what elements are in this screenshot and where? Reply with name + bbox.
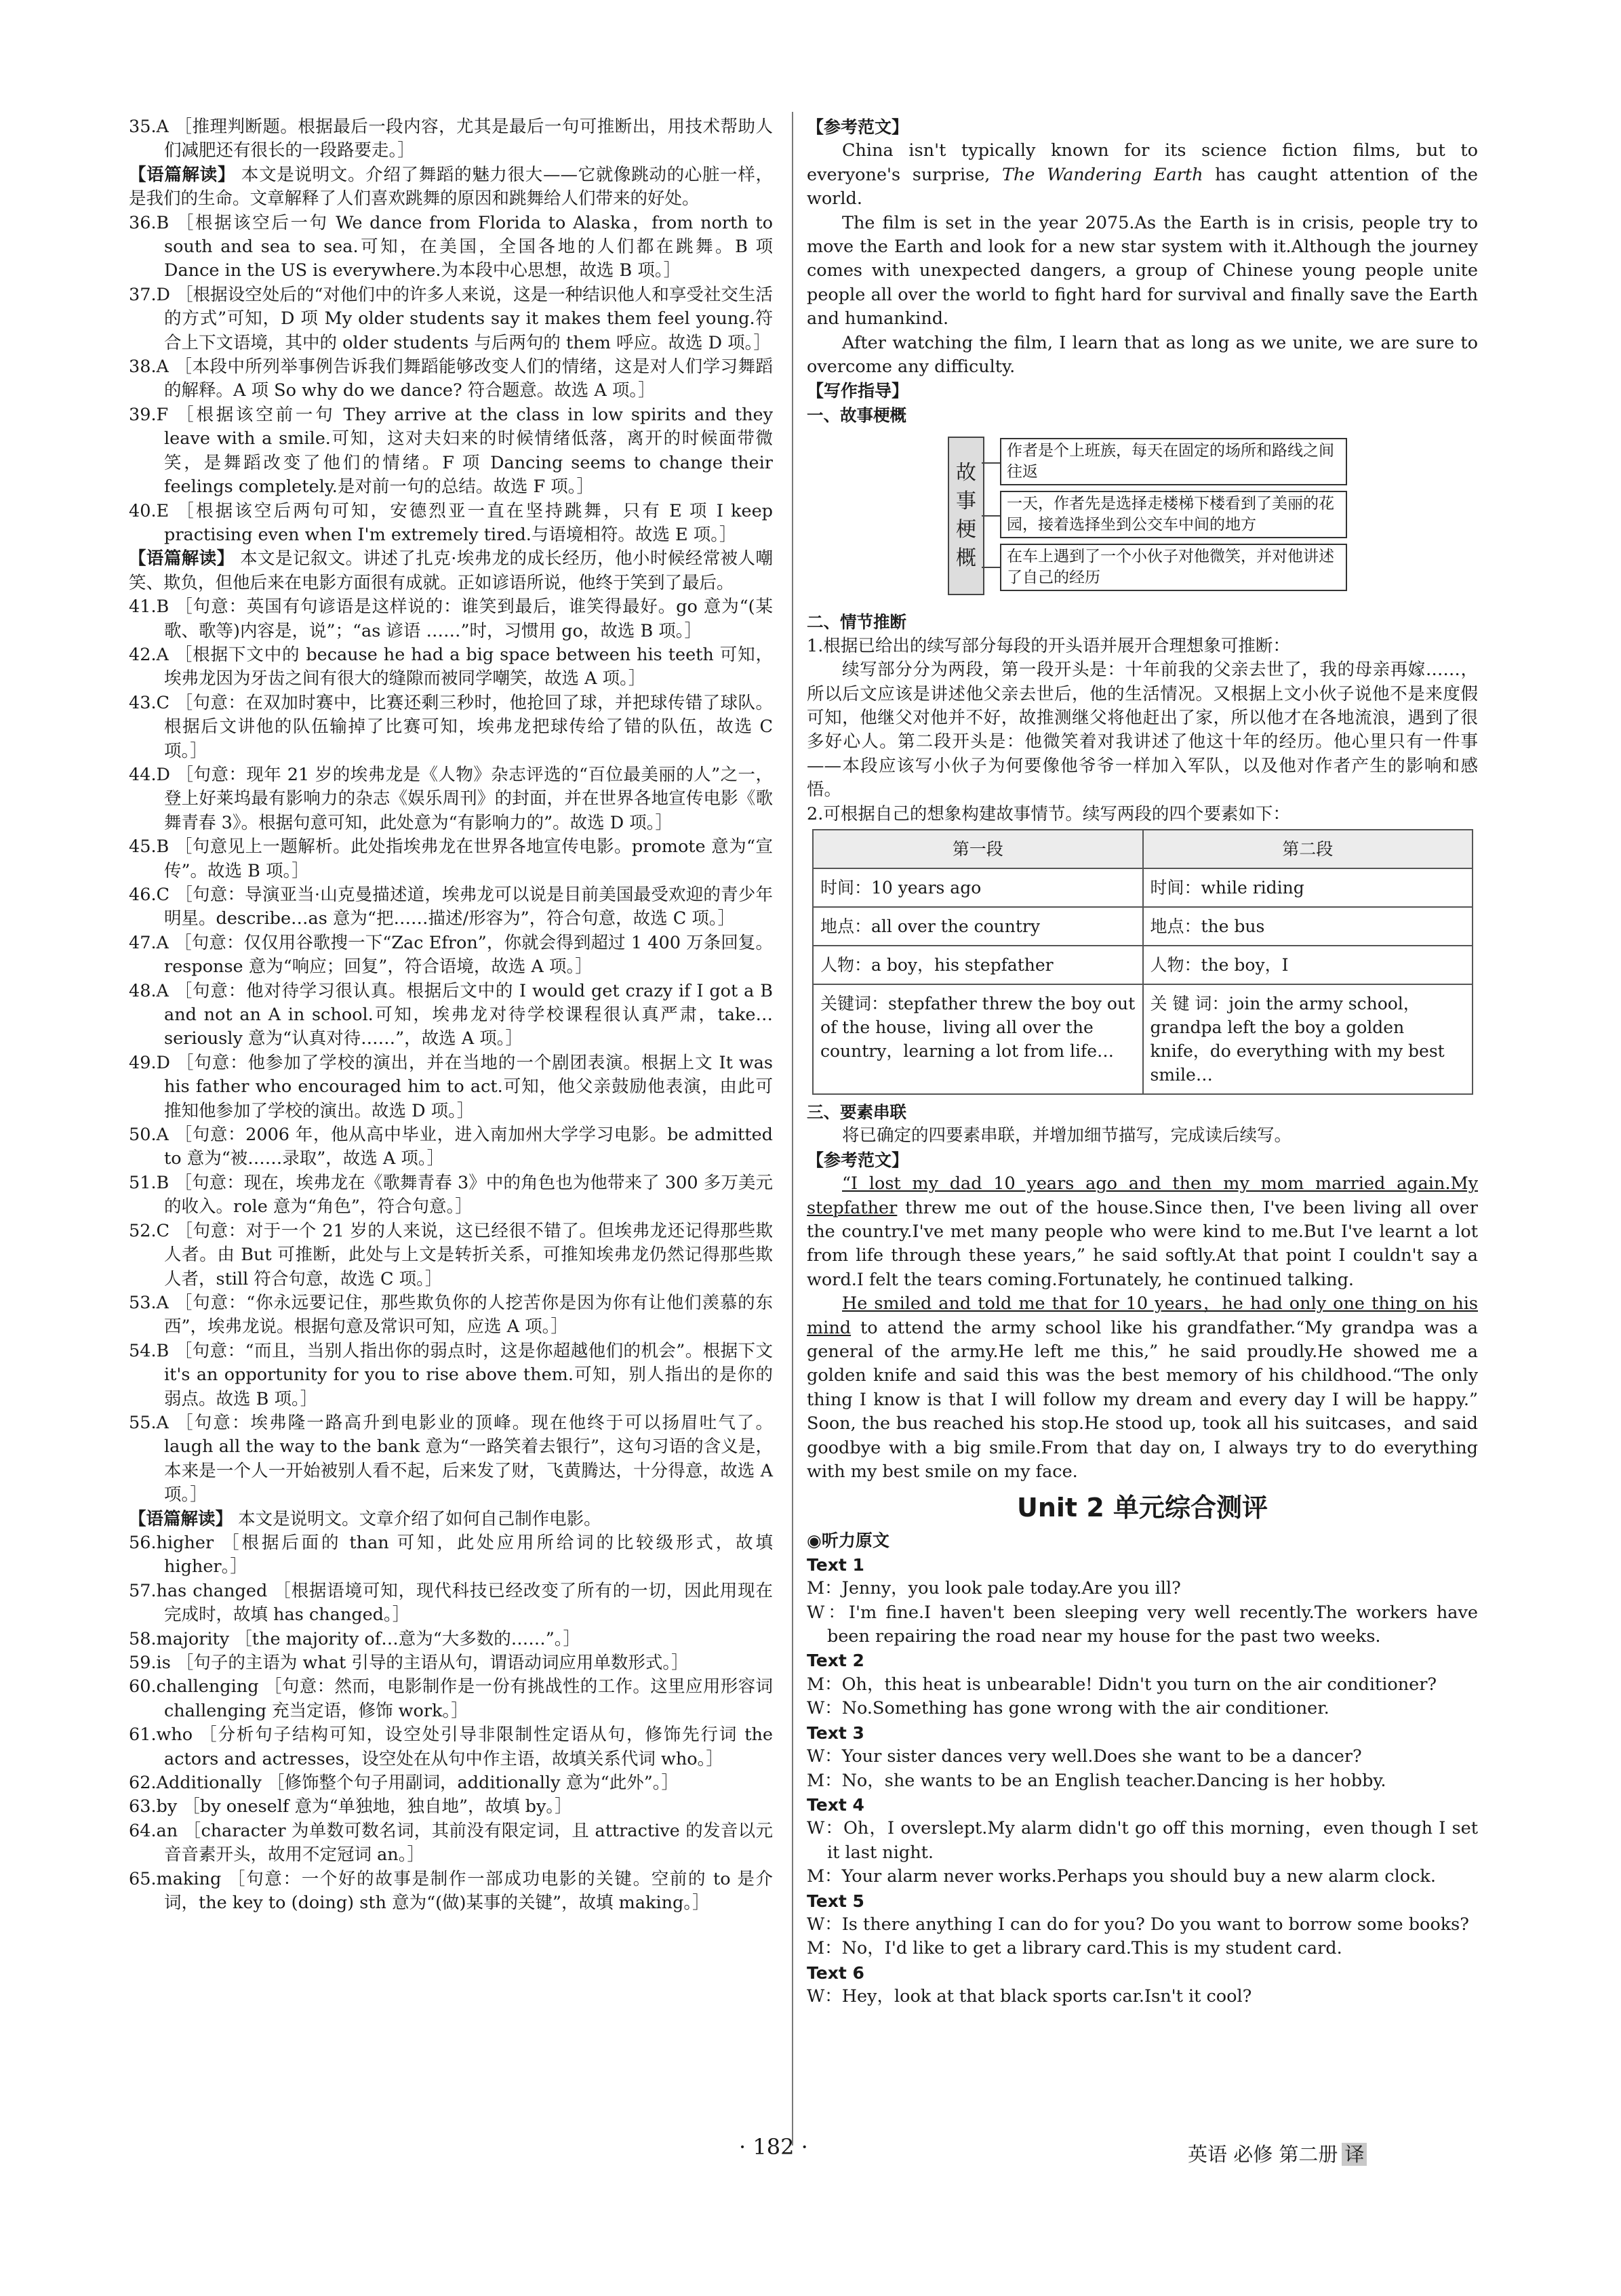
dialogue-line: M：Jenny，you look pale today.Are you ill?: [807, 1578, 1181, 1599]
note-tag: 【语篇解读】: [129, 164, 236, 185]
answer-item: 40.E ［根据该空后两句可知，安德烈亚一直在坚持跳舞，只有 E 项 I keep practising even when I'm extremely tired.与语境相符。故选 E 项。］: [129, 500, 773, 545]
dialogue-line: M：No，I'd like to get a library card.This is my student card.: [807, 1938, 1342, 1959]
dialogue-line: W：Is there anything I can do for you? Do you want to borrow some books?: [807, 1914, 1469, 1935]
answer-item: 64.an ［character 为单数可数名词，其前没有限定词，且 attractive 的发音以元音音素开头，故用不定冠词 an。］: [129, 1820, 773, 1866]
dialogue-line: W：Your sister dances very well.Does she want to be a dancer?: [807, 1746, 1362, 1767]
table-cell: 时间：while riding: [1143, 868, 1473, 907]
table-cell: 人物：the boy，I: [1143, 946, 1473, 984]
dialogue-line: M：Your alarm never works.Perhaps you should buy a new alarm clock.: [807, 1866, 1436, 1887]
answer-item: 52.C ［句意：对于一个 21 岁的人来说，这已经很不错了。但埃弗龙还记得那些欺人者。由 But 可推断，此处与上文是转折关系，可推知埃弗龙仍然记得那些欺人者，still 符合句意，故选 C 项。］: [129, 1220, 773, 1289]
answer-item: 59.is ［句子的主语为 what 引导的主语从句，谓语动词应用单数形式。］: [129, 1653, 689, 1673]
text-title: Text 3: [807, 1723, 864, 1743]
answer-item: 48.A ［句意：他对待学习很认真。根据后文中的 I would get crazy if I got a B and not an A in school.可知，埃弗龙对待学校课程很认真严肃，take…seriously 意为“认真对待……”，故选 A 项。］: [129, 980, 773, 1049]
page-number: · 182 ·: [739, 2134, 808, 2160]
right-column: [807, 115, 1478, 2009]
listening-transcripts: [807, 1553, 1478, 2009]
connector-line: [982, 567, 1000, 568]
essay2-paragraph-1: “I lost my dad 10 years ago and then my mom married again.My stepfather threw me out of the house.Since then, I've been living all over the country.I've met many people who were kind to me.But I've learnt a lot from life through these years,” he said softly.At that point I couldn't say a word.I felt the tears coming.Fortunately, he continued talking.: [807, 1173, 1478, 1290]
unit-title: Unit 2 单元综合测评: [1017, 1493, 1268, 1523]
table-row: [813, 907, 1473, 946]
essay1-paragraph-1: China isn't typically known for its science fiction films, but to everyone's surprise, The Wandering Earth has caught attention of the world.: [807, 140, 1478, 209]
discourse-note: 【语篇解读】 本文是说明文。介绍了舞蹈的魅力很大——它就像跳动的心脏一样，是我们的生命。文章解释了人们喜欢跳舞的原因和跳舞给人们带来的好处。: [129, 164, 773, 209]
table-cell: 时间：10 years ago: [813, 868, 1143, 907]
section-2-point-1-detail: 续写部分分为两段，第一段开头是：十年前我的父亲去世了，我的母亲再嫁……，所以后文应该是讲述他父亲去世后，他的生活情况。又根据上文小伙子说他不是来度假可知，他继父对他并不好，故推测继父将他赶出了家，所以他才在各地流浪，遇到了很多好心人。第二段开头是：他微笑着对我讲述了他这十年的经历。他心里只有一件事——本段应该写小伙子为何要像他爷爷一样加入军队，以及他对作者产生的影响和感悟。: [807, 660, 1478, 801]
answer-item: 50.A ［句意：2006 年，他从高中毕业，进入南加州大学学习电影。be admitted to 意为“被……录取”，故选 A 项。］: [129, 1125, 773, 1169]
section-3-text: 将已确定的四要素串联，并增加细节描写，完成读后续写。: [842, 1125, 1292, 1146]
table-cell: 关键词：stepfather threw the boy out of the house，living all over the country，learning a lot from life…: [813, 984, 1143, 1094]
answer-item: 43.C ［句意：在双加时赛中，比赛还剩三秒时，他抢回了球，并把球传错了球队。根据后文讲他的队伍输掉了比赛可知，埃弗龙把球传给了错的队伍，故选 C 项。］: [129, 692, 773, 761]
listening-heading: ◉听力原文: [807, 1531, 889, 1551]
answer-item: 62.Additionally ［修饰整个句子用副词，additionally 意为“此外”。］: [129, 1773, 679, 1794]
dialogue-line: W：No.Something has gone wrong with the air conditioner.: [807, 1698, 1329, 1719]
reference-heading-1: 【参考范文】: [807, 117, 909, 137]
writing-guide-heading: 【写作指导】: [807, 381, 909, 401]
section-1-title: 一、故事梗概: [807, 405, 906, 425]
dialogue-line: W：Hey，look at that black sports car.Isn't it cool?: [807, 1986, 1252, 2007]
table-cell: 地点：all over the country: [813, 907, 1143, 946]
dialogue-line: W：Oh，I overslept.My alarm didn't go off this morning，even though I set it last night.: [807, 1818, 1478, 1863]
table-cell: 关 键 词：join the army school，grandpa left the boy a golden knife，do everything with my best smile…: [1143, 984, 1473, 1094]
answer-item: 42.A ［根据下文中的 because he had a big space between his teeth 可知，埃弗龙因为牙齿之间有很大的缝隙而被同学嘲笑，故选 A 项。］: [129, 644, 773, 689]
section-2-point-1: 1.根据已给出的续写部分每段的开头语并展开合理想象可推断：: [807, 635, 1290, 656]
outline-box-1: 作者是个上班族，每天在固定的场所和路线之间往返: [1000, 438, 1347, 485]
answer-item: 37.D ［根据设空处后的“对他们中的许多人来说，这是一种结识他人和享受社交生活的方式”可知，D 项 My older students say it makes them feel young.符合上下文语境，其中的 older students 与后两句的 them 呼应。故选 D 项。］: [129, 284, 773, 353]
connector-line: [982, 462, 1000, 464]
essay1-paragraph-3: After watching the film, I learn that as long as we unite, we are sure to overcome any difficulty.: [807, 332, 1478, 378]
text-title: Text 6: [807, 1962, 864, 1983]
answer-item: 45.B ［句意见上一题解析。此处指埃弗龙在世界各地宣传电影。promote 意为“宣传”。故选 B 项。］: [129, 837, 773, 881]
answer-item: 41.B ［句意：英国有句谚语是这样说的：谁笑到最后，谁笑得最好。go 意为“(某歌、歌等)内容是，说”；“as 谚语 ……”时，习惯用 go，故选 B 项。］: [129, 597, 773, 641]
answer-item: 38.A ［本段中所列举事例告诉我们舞蹈能够改变人们的情绪，这是对人们学习舞蹈的解释。A 项 So why do we dance? 符合题意。故选 A 项。］: [129, 357, 773, 401]
section-3-title: 三、要素串联: [807, 1102, 906, 1122]
answer-item: 57.has changed ［根据语境可知，现代科技已经改变了所有的一切，因此用现在完成时，故填 has changed。］: [129, 1580, 773, 1626]
answer-item: 54.B ［句意：“而且，当别人指出你的弱点时，这是你超越他们的机会”。根据下文 it's an opportunity for you to rise above them.可知，别人指出的是你的弱点。故选 B 项。］: [129, 1340, 773, 1409]
answer-item: 36.B ［根据该空后一句 We dance from Florida to Alaska，from north to south and sea to sea.可知，在美国，全国各地的人们都在跳舞。B 项 Dance in the US is everywhere.为本段中心思想，故选 B 项。］: [129, 212, 773, 281]
story-outline-diagram: [807, 431, 1478, 601]
text-title: Text 2: [807, 1651, 864, 1671]
text-title: Text 1: [807, 1554, 864, 1575]
column-divider: [792, 112, 793, 2146]
left-column: [129, 115, 773, 1915]
answer-item: 55.A ［句意：埃弗隆一路高升到电影业的顶峰。现在他终于可以扬眉吐气了。laugh all the way to the bank 意为“一路笑着去银行”，这句习语的含义是，本来是一个人一开始被别人看不起，后来发了财，飞黄腾达，十分得意，故选 A 项。］: [129, 1412, 773, 1506]
answer-item: 39.F ［根据该空前一句 They arrive at the class in low spirits and they leave with a smile.可知，这对夫妇来的时候情绪低落，离开的时候面带微笑，是舞蹈改变了他们的情绪。F 项 Dancing seems to change their feelings completely.是对前一句的总结。故选 F 项。］: [129, 404, 773, 498]
text-title: Text 5: [807, 1891, 864, 1911]
table-header: 第二段: [1143, 830, 1473, 868]
answer-item: 63.by ［by oneself 意为“单独地，独自地”，故填 by。］: [129, 1796, 572, 1817]
dialogue-line: M：Oh，this heat is unbearable! Didn't you turn on the air conditioner?: [807, 1674, 1437, 1695]
diagram-label: 故 事 梗 概: [948, 437, 984, 595]
table-row: [813, 868, 1473, 907]
answer-item: 61.who ［分析句子结构可知，设空处引导非限制性定语从句，修饰先行词 the actors and actresses，设空处在从句中作主语，故填关系代词 who。］: [129, 1725, 773, 1769]
table-header: 第一段: [813, 830, 1143, 868]
text-title: Text 4: [807, 1794, 864, 1815]
note-tag: 【语篇解读】: [129, 1508, 233, 1529]
essay1-paragraph-2: The film is set in the year 2075.As the Earth is in crisis, people try to move the Earth and look for a new star system with it.Although the journey comes with unexpected dangers, a group of Chinese young people unite people all over the world to fight hard for survival and finally save the Earth and humankind.: [807, 212, 1478, 329]
answer-item: 53.A ［句意：“你永远要记住，那些欺负你的人挖苦你是因为你有让他们羡慕的东西”，埃弗龙说。根据句意及常识可知，应选 A 项。］: [129, 1292, 773, 1337]
answer-item: 51.B ［句意：现在，埃弗龙在《歌舞青春 3》中的角色也为他带来了 300 多万美元的收入。role 意为“角色”，符合句意。］: [129, 1172, 773, 1217]
answer-item: 56.higher ［根据后面的 than 可知，此处应用所给词的比较级形式，故填 higher。］: [129, 1532, 773, 1577]
answer-item: 44.D ［句意：现年 21 岁的埃弗龙是《人物》杂志评选的“百位最美丽的人”之一，登上好莱坞最有影响力的杂志《娱乐周刊》的封面，并在世界各地宣传电影《歌舞青春 3》。根据句意可知，此处意为“有影响力的”。故选 D 项。］: [129, 764, 773, 833]
table-row: [813, 946, 1473, 984]
section-2-title: 二、情节推断: [807, 612, 906, 632]
film-title: The Wandering Earth: [1001, 164, 1203, 185]
book-info: 英语 必修 第二册 译: [1188, 2139, 1367, 2167]
dialogue-line: M：No，she wants to be an English teacher.Dancing is her hobby.: [807, 1770, 1386, 1791]
answer-item: 49.D ［句意：他参加了学校的演出，并在当地的一个剧团表演。根据上文 It was his father who encouraged him to act.可知，他父亲鼓励他表演，由此可推知他参加了学校的演出。故选 D 项。］: [129, 1052, 773, 1121]
elements-table: [812, 829, 1473, 1095]
discourse-note: 【语篇解读】 本文是说明文。文章介绍了如何自己制作电影。: [129, 1508, 601, 1529]
answer-item: 58.majority ［the majority of…意为“大多数的……”。］: [129, 1628, 581, 1649]
answer-item: 47.A ［句意：仅仅用谷歌搜一下“Zac Efron”，你就会得到超过 1 400 万条回复。response 意为“响应；回复”，符合语境，故选 A 项。］: [129, 932, 773, 978]
answer-item: 65.making ［句意：一个好的故事是制作一部成功电影的关键。空前的 to 是介词，the key to (doing) sth 意为“(做)某事的关键”，故填 making。］: [129, 1868, 773, 1914]
answer-item: 35.A ［推理判断题。根据最后一段内容，尤其是最后一句可推断出，用技术帮助人们减肥还有很长的一段路要走。］: [129, 117, 773, 161]
dialogue-line: W：I'm fine.I haven't been sleeping very well recently.The workers have been repairing the road near my house for the past two weeks.: [807, 1602, 1478, 1647]
table-cell: 人物：a boy，his stepfather: [813, 946, 1143, 984]
connector-line: [982, 515, 1000, 517]
discourse-note: 【语篇解读】 本文是记叙文。讲述了扎克·埃弗龙的成长经历，他小时候经常被人嘲笑、欺负，但他后来在电影方面很有成就。正如谚语所说，他终于笑到了最后。: [129, 548, 773, 593]
reference-heading-2: 【参考范文】: [807, 1150, 909, 1170]
note-tag: 【语篇解读】: [129, 548, 235, 569]
outline-box-3: 在车上遇到了一个小伙子对他微笑，并对他讲述了自己的经历: [1000, 544, 1347, 591]
translation-badge: 译: [1342, 2143, 1367, 2166]
answer-item: 46.C ［句意：导演亚当·山克曼描述道，埃弗龙可以说是目前美国最受欢迎的青少年明星。describe…as 意为“把……描述/形容为”，符合句意，故选 C 项。］: [129, 885, 773, 929]
essay2-paragraph-2: He smiled and told me that for 10 years，he had only one thing on his mind to attend the army school like his grandfather.“My grandpa was a general of the army.He left me this,” he said proudly.He showed me a golden knife and said this was the best memory of his childhood.“The only thing I know is that I will follow my dream and every day I will be happy.” Soon, the bus reached his stop.He stood up, took all his suitcases，and said goodbye with a big smile.From that day on, I always try to do everything with my best smile on my face.: [807, 1293, 1478, 1483]
answer-item: 60.challenging ［句意：然而，电影制作是一份有挑战性的工作。这里应用形容词 challenging 充当定语，修饰 work。］: [129, 1676, 773, 1721]
section-2-point-2: 2.可根据自己的想象构建故事情节。续写两段的四个要素如下：: [807, 803, 1290, 824]
table-row: [813, 984, 1473, 1094]
table-cell: 地点：the bus: [1143, 907, 1473, 946]
outline-box-2: 一天，作者先是选择走楼梯下楼看到了美丽的花园，接着选择坐到公交车中间的地方: [1000, 491, 1347, 538]
